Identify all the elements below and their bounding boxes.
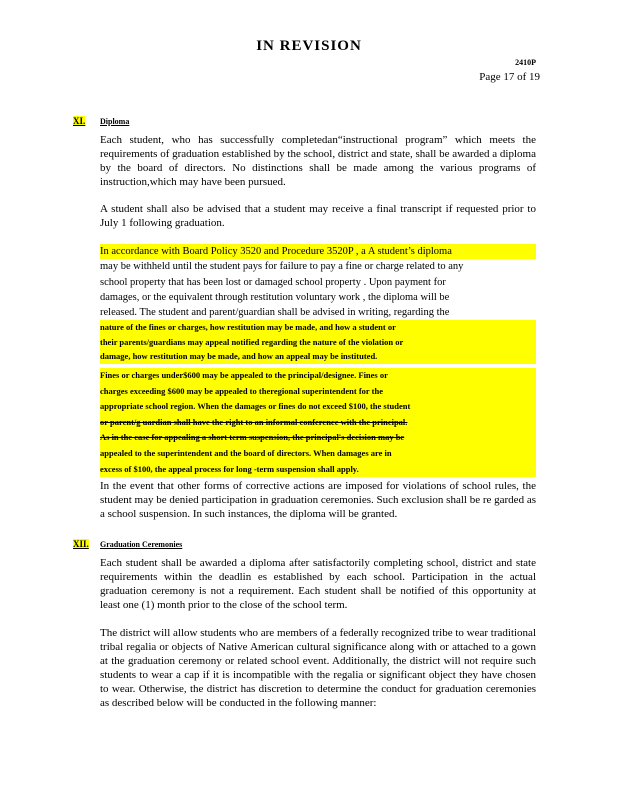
p3-line-6: nature of the fines or charges, how restitution may be made, and how a student or [100, 320, 536, 335]
p3-line-5: released. The student and parent/guardian shall be advised in writing, regarding the [100, 307, 450, 319]
p3-line-1: In accordance with Board Policy 3520 and Procedure 3520P , a A student’s diploma [100, 244, 536, 259]
section-xii-paragraph-2: The district will allow students who are members of a federally recognized tribe to wear traditional tribal regalia or objects of Native American cultural significance along with or attached to a gown at the graduation ceremony or related school event. Additionally, the district will not require such students to wear a cap if it is incompatible with the regalia or significant object they have chosen to wear. Otherwise, the district has discretion to determine the conduct for graduation ceremonies as described below will be conducted in the following manner: [100, 627, 536, 709]
procedure-code: 2410P [515, 58, 536, 67]
page-title: IN REVISION [256, 38, 362, 54]
page-number: Page 17 of 19 [479, 71, 540, 83]
section-xii-paragraph-1: Each student shall be awarded a diploma after satisfactorily completing school, district and state requirements within the deadlin es established by each school. Participation in the actual graduation ceremony is not a requirement. Each student shall be notified of this opportunity at least one (1) month prior to the close of the school term. [100, 557, 536, 611]
p3-line-7: their parents/guardians may appeal notified regarding the nature of the violation or [100, 335, 536, 350]
section-xi-number: XI. [73, 116, 86, 126]
p4-line-6: appealed to the superintendent and the board of directors. When damages are in [100, 446, 536, 462]
p4-line-3: appropriate school region. When the damages or fines do not exceed $100, the student [100, 399, 536, 415]
p4-line-5: As in the case for appealing a short term suspension, the principal's decision may be [100, 430, 536, 446]
section-xi-paragraph-5: In the event that other forms of corrective actions are imposed for violations of school rules, the student may be denied participation in graduation ceremonies. Such exclusion shall be re garded as a school suspension. In such instances, the diploma will be granted. [100, 480, 536, 520]
p4-line-1: Fines or charges under$600 may be appealed to the principal/designee. Fines or [100, 368, 536, 384]
p3-line-4: damages, or the equivalent through restitution voluntary work , the diploma will be [100, 291, 450, 303]
section-xi-paragraph-3 [100, 244, 536, 364]
section-xi-paragraph-4 [100, 368, 536, 477]
section-xii-number: XII. [73, 539, 89, 549]
p4-line-7: excess of $100, the appeal process for long -term suspension shall apply. [100, 462, 536, 478]
p3-line-2: may be withheld until the student pays for failure to pay a fine or charge related to any [100, 261, 464, 273]
section-xi-title: Diploma [100, 117, 130, 126]
section-xii-title: Graduation Ceremonies [100, 540, 183, 549]
p4-line-2: charges exceeding $600 may be appealed to theregional superintendent for the [100, 384, 536, 400]
section-xi-paragraph-1: Each student, who has successfully completedan“instructional program” which meets the requirements of graduation established by the school, district and state, shall be awarded a diploma by the board of directors. No distinctions shall be made among the various programs of instruction,which may have been pursued. [100, 134, 536, 188]
p3-line-8: damage, how restitution may be made, and how an appeal may be instituted. [100, 349, 536, 364]
section-xi-paragraph-2: A student shall also be advised that a student may receive a final transcript if requested prior to July 1 following graduation. [100, 203, 536, 229]
p3-line-3: school property that has been lost or damaged school property . Upon payment for [100, 276, 446, 288]
p4-line-4: or parent/g uardian shall have the right to an informal conference with the principal. [100, 415, 536, 431]
